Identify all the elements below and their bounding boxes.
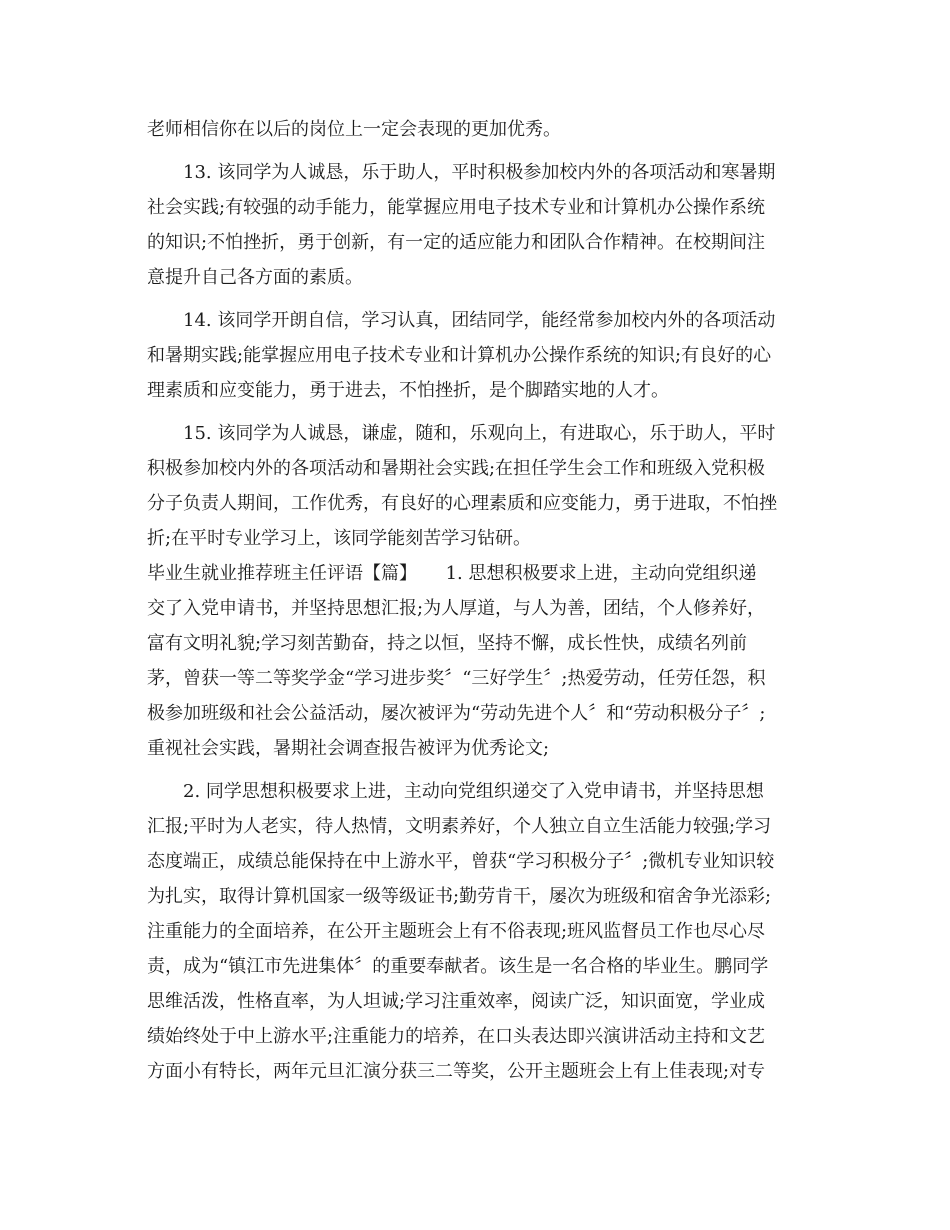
- text-line: 责，成为“镇江市先进集体〞的重要奉献者。该生是一名合格的毕业生。鹏同学: [147, 956, 769, 977]
- text-line: 意提升自己各方面的素质。: [147, 267, 363, 288]
- text-line: 2. 同学思想积极要求上进，主动向党组织递交了入党申请书，并坚持思想: [183, 781, 764, 802]
- document-body: [147, 112, 807, 1089]
- paragraph-2: [147, 774, 807, 1089]
- section-heading-line: 毕业生就业推荐班主任评语【篇】 1. 思想积极要求上进，主动向党组织递: [147, 563, 757, 584]
- text-line: 分子负责人期间，工作优秀，有良好的心理素质和应变能力，勇于进取，不怕挫: [147, 493, 777, 514]
- text-line: 重视社会实践，暑期社会调查报告被评为优秀论文;: [147, 738, 550, 759]
- paragraph-continuation: [147, 112, 807, 147]
- text-line: 老师相信你在以后的岗位上一定会表现的更加优秀。: [147, 119, 561, 140]
- text-line: 社会实践;有较强的动手能力，能掌握应用电子技术专业和计算机办公操作系统: [147, 197, 766, 218]
- paragraph-14: [147, 303, 807, 408]
- text-line: 极参加班级和社会公益活动，屡次被评为“劳动先进个人〞和“劳动积极分子〞;: [147, 703, 766, 724]
- text-line: 注重能力的全面培养，在公开主题班会上有不俗表现;班风监督员工作也尽心尽: [147, 921, 766, 942]
- text-line: 为扎实，取得计算机国家一级等级证书;勤劳肯干，屡次为班级和宿舍争光添彩;: [147, 886, 772, 907]
- text-line: 富有文明礼貌;学习刻苦勤奋，持之以恒，坚持不懈，成长性快，成绩名列前: [147, 633, 748, 654]
- text-line: 积极参加校内外的各项活动和暑期社会实践;在担任学生会工作和班级入党积极: [147, 458, 766, 479]
- text-line: 茅，曾获一等二等奖学金“学习进步奖〞“三好学生〞;热爱劳动，任劳任怨，积: [147, 668, 766, 689]
- text-line: 理素质和应变能力，勇于进去，不怕挫折，是个脚踏实地的人才。: [147, 380, 669, 401]
- text-line: 汇报;平时为人老实，待人热情，文明素养好，个人独立自立生活能力较强;学习: [147, 816, 772, 837]
- text-line: 交了入党申请书，并坚持思想汇报;为人厚道，与人为善，团结，个人修养好，: [147, 598, 766, 619]
- paragraph-15: [147, 416, 807, 556]
- text-line: 的知识;不怕挫折，勇于创新，有一定的适应能力和团队合作精神。在校期间注: [147, 232, 766, 253]
- text-line: 15. 该同学为人诚恳，谦虚，随和，乐观向上，有进取心，乐于助人，平时: [183, 423, 776, 444]
- text-line: 思维活泼，性格直率，为人坦诚;学习注重效率，阅读广泛，知识面宽，学业成: [147, 991, 766, 1012]
- text-line: 13. 该同学为人诚恳，乐于助人，平时积极参加校内外的各项活动和寒暑期: [183, 162, 776, 183]
- text-line: 14. 该同学开朗自信，学习认真，团结同学，能经常参加校内外的各项活动: [183, 310, 776, 331]
- section-recommendation: [147, 556, 807, 766]
- paragraph-13: [147, 155, 807, 295]
- text-line: 态度端正，成绩总能保持在中上游水平，曾获“学习积极分子〞;微机专业知识较: [147, 851, 775, 872]
- text-line: 和暑期实践;能掌握应用电子技术专业和计算机办公操作系统的知识;有良好的心: [147, 345, 772, 366]
- text-line: 方面小有特长，两年元旦汇演分获三二等奖，公开主题班会上有上佳表现;对专: [147, 1061, 766, 1082]
- text-line: 折;在平时专业学习上，该同学能刻苦学习钻研。: [147, 528, 532, 549]
- text-line: 绩始终处于中上游水平;注重能力的培养，在口头表达即兴演讲活动主持和文艺: [147, 1026, 766, 1047]
